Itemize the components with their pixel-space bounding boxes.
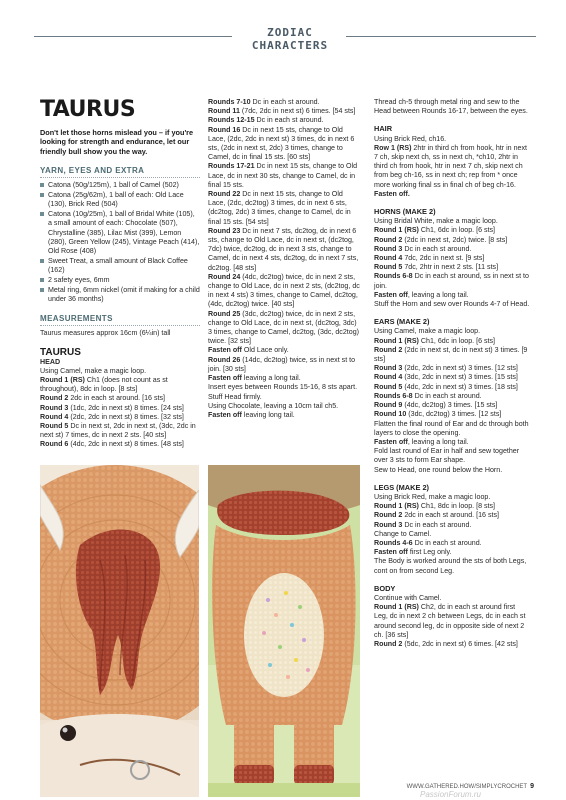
pattern-line bbox=[374, 226, 530, 235]
page-footer bbox=[374, 783, 534, 790]
line-label: Round 3 bbox=[374, 364, 403, 373]
subsection-heading: HAIR bbox=[374, 124, 393, 134]
intro-text: Don't let those horns mislead you – if you're looking for strength and endurance, let our friendly bull show you the way. bbox=[40, 128, 194, 156]
line-label: Round 1 (RS) bbox=[374, 603, 419, 612]
line-label: Round 3 bbox=[374, 244, 403, 253]
line-text: Ch2, dc in each st around first Leg, dc in next 2 ch between Legs, dc in each st around second leg, dc in opposite side of next 2 ch. [36 sts] bbox=[374, 603, 526, 639]
pattern-line bbox=[374, 364, 530, 373]
head-rounds bbox=[40, 376, 200, 450]
pattern-line bbox=[374, 548, 530, 557]
pattern-line bbox=[208, 98, 360, 107]
line-text: Fold last round of Ear in half and sew together over 3 sts to form Ear shape. bbox=[374, 447, 520, 465]
line-label: Rounds 4-6 bbox=[374, 538, 413, 547]
list-item: Sweet Treat, a small amount of Black Coffee (162) bbox=[40, 257, 200, 275]
line-text: Thread ch-5 through metal ring and sew to the Head between Rounds 16-17, between the eyes. bbox=[374, 98, 528, 116]
pattern-line bbox=[374, 438, 530, 447]
line-label: Round 5 bbox=[374, 263, 403, 272]
line-text: Using Bridal White, make a magic loop. bbox=[374, 217, 498, 226]
pattern-line bbox=[40, 376, 200, 394]
line-label: Round 5 bbox=[374, 382, 403, 391]
line-text: 7dc, 2dc in next st. [9 sts] bbox=[402, 254, 485, 263]
subsection-heading: LEGS (MAKE 2) bbox=[374, 482, 430, 492]
line-text: (2dc in next st, dc in next st) 3 times. [9 sts] bbox=[374, 345, 528, 364]
line-text: Dc in next 7 sts, dc2tog, dc in next 6 sts, change to Old Lace, dc in next st, (dc2tog, 7dc) twice, dc2tog, dc in next 3 sts, change to Camel, dc in next 4 sts, dc2tog, dc in next 7 sts, dc2tog. [48 sts] bbox=[208, 226, 359, 272]
line-text: (2dc, 2dc in next st) 8 times. [32 sts] bbox=[68, 412, 184, 421]
pattern-line bbox=[374, 346, 530, 364]
line-label: Rounds 7-10 bbox=[208, 98, 251, 106]
pattern-line bbox=[374, 135, 530, 144]
pattern-line bbox=[374, 236, 530, 245]
pattern-line bbox=[374, 521, 530, 530]
pattern-line bbox=[374, 594, 530, 603]
page-number: 9 bbox=[530, 783, 534, 790]
line-text: Dc in next 15 sts, change to Old Lace, (2dc, 2dc in next st) 3 times, dc in next 6 sts, (2dc in next st, 2dc) 3 times, change to Camel, dc in final 15 sts. [60 sts] bbox=[208, 125, 355, 162]
line-text: Dc in each st around. bbox=[412, 391, 482, 400]
line-text: 2dc in each st around. [16 sts] bbox=[402, 511, 499, 520]
pattern-line bbox=[208, 310, 360, 347]
list-item: Catona (25g/62m), 1 ball of each: Old Lace (130), Brick Red (504) bbox=[40, 191, 200, 209]
line-text: (4dc, 2dc in next st) 3 times. [18 sts] bbox=[402, 382, 518, 391]
line-label: Round 1 (RS) bbox=[40, 376, 85, 385]
line-label: Round 10 bbox=[374, 410, 407, 419]
pattern-line bbox=[208, 190, 360, 227]
pattern-line bbox=[374, 373, 530, 382]
subsection-heading: BODY bbox=[374, 583, 396, 593]
line-text: , leaving a long tail. bbox=[407, 437, 469, 446]
line-label: Fasten off bbox=[208, 346, 242, 355]
pattern-line bbox=[374, 98, 530, 116]
line-text: 7dc, 2htr in next 2 sts. [11 sts] bbox=[402, 263, 499, 272]
line-label: Rounds 6-8 bbox=[374, 391, 413, 400]
line-text: Ch1, 6dc in loop. [6 sts] bbox=[418, 226, 496, 235]
line-label: Fasten off bbox=[374, 290, 408, 299]
pattern-line bbox=[208, 356, 360, 374]
line-text: Ch1, 6dc in loop. [6 sts] bbox=[418, 336, 496, 345]
line-label: Fasten off bbox=[374, 437, 408, 446]
line-label: Round 2 bbox=[374, 511, 403, 520]
line-text: (4dc, dc2tog) twice, dc in next 2 sts, change to Old Lace, dc in next 2 sts, (dc2tog, dc in next 4 sts) 3 times, change to Camel, dc2tog, (4dc, dc2tog) twice. [40 sts] bbox=[208, 272, 360, 309]
line-label: Round 1 (RS) bbox=[374, 226, 419, 235]
line-text: (3dc, dc2tog) 3 times. [12 sts] bbox=[406, 410, 502, 419]
line-label: Round 4 bbox=[40, 412, 69, 421]
list-item: 2 safety eyes, 6mm bbox=[40, 276, 200, 285]
bull-head-photo bbox=[40, 465, 199, 797]
line-text: Dc in each st around. bbox=[412, 538, 482, 547]
subsection-heading: HORNS (MAKE 2) bbox=[374, 207, 436, 217]
line-label: Row 1 (RS) bbox=[374, 143, 412, 152]
line-label: Fasten off. bbox=[374, 189, 410, 198]
line-text: Using Brick Red, make a magic loop. bbox=[374, 492, 491, 501]
line-label: Rounds 17-21 bbox=[208, 162, 255, 171]
line-label: Fasten off bbox=[374, 548, 408, 557]
line-text: , leaving a long tail. bbox=[407, 290, 469, 299]
line-text: Dc in next st, 2dc in next st, (3dc, 2dc in next st) 7 times, dc in next 2 sts. [40 sts] bbox=[40, 422, 196, 440]
footer-site: WWW.GATHERED.HOW/SIMPLYCROCHET bbox=[406, 784, 528, 790]
line-text: (2dc in next st, 2dc) twice. [8 sts] bbox=[402, 235, 508, 244]
line-text: (3dc, 2dc in next st) 3 times. [15 sts] bbox=[402, 373, 518, 382]
line-text: (5dc, 2dc in next st) 6 times. [42 sts] bbox=[402, 639, 518, 648]
head-heading: HEAD bbox=[40, 357, 61, 366]
line-text: Dc in each st around, ss in next st to join. bbox=[374, 272, 529, 290]
pattern-line bbox=[208, 402, 360, 411]
pattern-line bbox=[374, 530, 530, 539]
line-text: Dc in each st around. bbox=[402, 520, 472, 529]
line-label: Round 3 bbox=[40, 403, 69, 412]
line-text: leaving a long tail. bbox=[241, 374, 301, 383]
pattern-line bbox=[40, 394, 200, 403]
column-1 bbox=[40, 98, 200, 450]
column-3 bbox=[374, 98, 530, 649]
line-text: 2dc in each st around. [16 sts] bbox=[68, 394, 165, 403]
pattern-line bbox=[208, 162, 360, 190]
line-label: Fasten off bbox=[208, 410, 242, 419]
line-text: Stuff the Horn and sew over Rounds 4-7 of Head. bbox=[374, 300, 530, 309]
pattern-line bbox=[40, 422, 200, 440]
line-text: Dc in each st around. bbox=[250, 98, 320, 106]
header-rule-right bbox=[346, 36, 536, 37]
line-label: Round 4 bbox=[374, 254, 403, 263]
line-label: Round 11 bbox=[208, 107, 240, 116]
pattern-line bbox=[374, 466, 530, 475]
line-text: Ch1, 8dc in loop. [8 sts] bbox=[418, 502, 496, 511]
pattern-line bbox=[208, 116, 360, 125]
line-text: Change to Camel. bbox=[374, 529, 432, 538]
header-rule-left bbox=[34, 36, 232, 37]
line-text: Using Brick Red, ch16. bbox=[374, 134, 447, 143]
line-label: Fasten off bbox=[208, 374, 242, 383]
pattern-line bbox=[374, 420, 530, 438]
pattern-line bbox=[374, 410, 530, 419]
pattern-line bbox=[374, 291, 530, 300]
line-text: Dc in each st around. bbox=[402, 244, 472, 253]
line-label: Round 4 bbox=[374, 373, 403, 382]
pattern-line bbox=[374, 263, 530, 272]
pattern-line bbox=[374, 447, 530, 465]
pattern-line bbox=[374, 383, 530, 392]
pattern-line bbox=[40, 440, 200, 449]
line-label: Round 2 bbox=[40, 394, 69, 403]
measurements-text: Taurus measures approx 16cm (6¼in) tall bbox=[40, 329, 171, 338]
section-title: ZODIAC CHARACTERS bbox=[251, 26, 329, 52]
column-2 bbox=[208, 98, 360, 420]
pattern-line bbox=[208, 273, 360, 310]
line-label: Round 24 bbox=[208, 272, 241, 281]
line-label: Round 23 bbox=[208, 226, 241, 235]
pattern-line bbox=[208, 346, 360, 355]
line-label: Rounds 6-8 bbox=[374, 272, 413, 281]
pattern-line bbox=[208, 374, 360, 383]
pattern-line bbox=[374, 401, 530, 410]
pattern-line bbox=[374, 327, 530, 336]
line-text: The Body is worked around the sts of both Legs, cont on from second Leg. bbox=[374, 557, 527, 575]
line-label: Round 2 bbox=[374, 639, 403, 648]
line-text: (4dc, dc2tog) 3 times. [15 sts] bbox=[402, 401, 498, 410]
pattern-line bbox=[374, 539, 530, 548]
line-label: Round 25 bbox=[208, 309, 241, 318]
yarn-heading: YARN, EYES AND EXTRA bbox=[40, 166, 200, 178]
line-text: (3dc, dc2tog) twice, dc in next 2 sts, change to Old Lace, dc in next st, (dc2tog, 3dc) 3 times, change to Camel, dc2tog, (3dc, dc2tog) twice. [32 sts] bbox=[208, 309, 360, 346]
pattern-line bbox=[374, 144, 530, 190]
line-text: Continue with Camel. bbox=[374, 593, 442, 602]
subsection-heading: EARS (MAKE 2) bbox=[374, 317, 430, 327]
pattern-line bbox=[40, 404, 200, 413]
line-label: Round 22 bbox=[208, 190, 241, 199]
line-text: Dc in each st around. bbox=[254, 116, 324, 125]
pattern-line bbox=[374, 272, 530, 290]
pattern-line bbox=[374, 603, 530, 640]
list-item: Catona (50g/125m), 1 ball of Camel (502) bbox=[40, 181, 200, 190]
pattern-line bbox=[374, 190, 530, 199]
pattern-name: TAURUS bbox=[40, 97, 136, 122]
line-label: Round 26 bbox=[208, 355, 241, 364]
pattern-line bbox=[374, 217, 530, 226]
pattern-line bbox=[208, 107, 360, 116]
line-label: Round 2 bbox=[374, 345, 403, 354]
bull-body-photo bbox=[208, 465, 360, 797]
pattern-line bbox=[374, 557, 530, 575]
line-text: Ch1 (does not count as st throughout), 8dc in loop. [8 sts] bbox=[40, 376, 168, 394]
pattern-line bbox=[208, 227, 360, 273]
line-text: (4dc, 2dc in next st) 8 times. [48 sts] bbox=[68, 440, 184, 449]
pattern-line bbox=[374, 337, 530, 346]
line-text: first Leg only. bbox=[407, 548, 452, 557]
line-text: (1dc, 2dc in next st) 8 times. [24 sts] bbox=[68, 403, 184, 412]
list-item: Catona (10g/25m), 1 ball of Bridal White (105), a small amount of each: Chocolate (507), Chrystalline (385), Lilac Mist (399), Lemon (280), Green Yellow (245), Vintage Peach (414), Old Rose (408) bbox=[40, 210, 200, 256]
line-text: Sew to Head, one round below the Horn. bbox=[374, 465, 503, 474]
pattern-line bbox=[374, 511, 530, 520]
pattern-line bbox=[374, 392, 530, 401]
line-label: Round 2 bbox=[374, 235, 403, 244]
pattern-line bbox=[374, 640, 530, 649]
line-label: Round 9 bbox=[374, 401, 403, 410]
line-label: Round 3 bbox=[374, 520, 403, 529]
list-item: Metal ring, 6mm nickel (omit if making for a child under 36 months) bbox=[40, 286, 200, 304]
pattern-line bbox=[208, 126, 360, 163]
yarn-list bbox=[40, 181, 200, 304]
line-text: leaving long tail. bbox=[241, 410, 295, 419]
line-text: Dc in next 15 sts, change to Old Lace, (2dc, dc2tog) 3 times, dc in next 6 sts, (dc2tog, 2dc) 3 times, change to Camel, dc in final 15 sts. [54 sts] bbox=[208, 190, 351, 226]
line-text: 2htr in third ch from hook, htr in next 7 ch, skip next ch, ss in next ch, *ch10, 2htr in third ch from hook, htr in next 7 ch, skip next ch from beg ch-16, ss in next ch; rep from * once more working final ss in final ch of beg ch-16. bbox=[374, 143, 527, 189]
measurements-heading: MEASUREMENTS bbox=[40, 314, 200, 326]
line-label: Rounds 12-15 bbox=[208, 116, 255, 125]
line-label: Round 6 bbox=[40, 440, 69, 449]
pattern-line bbox=[374, 254, 530, 263]
pattern-subtitle: TAURUS bbox=[40, 347, 81, 359]
line-text: Old Lace only. bbox=[241, 346, 289, 355]
head-intro: Using Camel, make a magic loop. bbox=[40, 366, 147, 375]
pattern-line bbox=[208, 411, 360, 420]
pattern-line bbox=[374, 245, 530, 254]
line-text: Dc in next 15 sts, change to Old Lace, dc in next 30 sts, change to Camel, dc in final 15 sts. bbox=[208, 162, 358, 189]
line-label: Round 1 (RS) bbox=[374, 336, 419, 345]
line-text: (14dc, dc2tog) twice, ss in next st to join. [30 sts] bbox=[208, 355, 356, 373]
line-text: (2dc, 2dc in next st) 3 times. [12 sts] bbox=[402, 364, 518, 373]
pattern-line bbox=[40, 413, 200, 422]
line-label: Round 16 bbox=[208, 125, 241, 134]
pattern-line bbox=[374, 493, 530, 502]
pattern-line bbox=[374, 502, 530, 511]
pattern-line bbox=[208, 383, 360, 401]
page-header bbox=[0, 22, 566, 52]
line-label: Round 5 bbox=[40, 422, 69, 431]
line-text: Using Chocolate, leaving a 10cm tail ch5. bbox=[208, 401, 339, 410]
line-text: Using Camel, make a magic loop. bbox=[374, 327, 481, 336]
line-text: Insert eyes between Rounds 15-16, 8 sts apart. Stuff Head firmly. bbox=[208, 383, 358, 401]
line-text: Flatten the final round of Ear and dc through both layers to close the opening. bbox=[374, 419, 529, 437]
line-text: (7dc, 2dc in next st) 6 times. [54 sts] bbox=[239, 107, 356, 116]
line-label: Round 1 (RS) bbox=[374, 502, 419, 511]
watermark: PassionForum.ru bbox=[420, 790, 481, 799]
pattern-line bbox=[374, 300, 530, 309]
